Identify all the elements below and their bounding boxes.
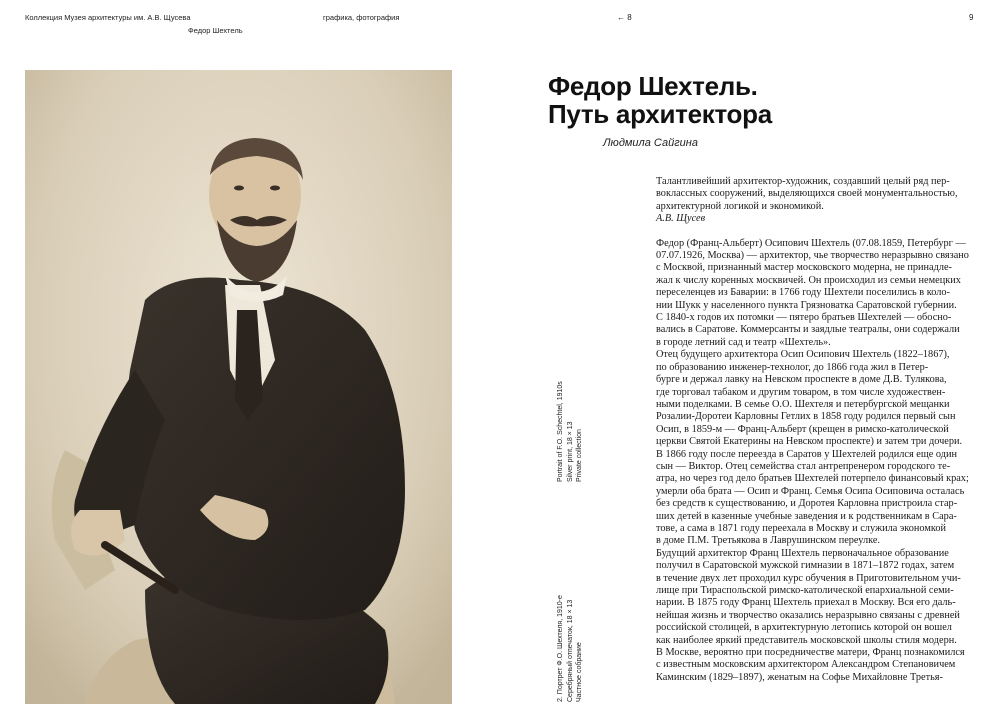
- body-line: умерли оба брата — Осип и Франц. Семья Осипа Осиповича осталась: [656, 485, 965, 497]
- body-line: где торговал табаком и другим товаром, в том числе художествен-: [656, 386, 946, 398]
- header-subject: Федор Шехтель: [188, 26, 243, 35]
- body-line: российской столицей, в архитектурную летопись которой он вошел: [656, 622, 952, 634]
- body-line: ными поделками. В семье О.О. Шехтеля и петербургской мещанки: [656, 398, 950, 410]
- body-line: в течение двух лет проходил курс обучения в Приготовительном учи-: [656, 572, 961, 584]
- body-line: с Москвой, признанный мастер московского модерна, не принадле-: [656, 262, 952, 274]
- article-title: [548, 72, 772, 128]
- body-line: переселенцев из Баварии: в 1766 году Шехтели поселились в коло-: [656, 287, 950, 299]
- body-line: как наиболее яркий представитель московской школы стиля модерн.: [656, 634, 957, 646]
- body-line: Розалии-Доротеи Карловны Гетлих в 1858 году родился первый сын: [656, 411, 956, 423]
- body-line: Будущий архитектор Франц Шехтель первоначальное образование: [656, 547, 949, 559]
- body-line: с известным московским архитектором Александром Степановичем: [656, 659, 956, 671]
- article-author: Людмила Сайгина: [603, 137, 698, 149]
- header-section: графика, фотография: [323, 13, 400, 22]
- body-line: в доме П.М. Третьякова в Лаврушинском переулке.: [656, 535, 880, 547]
- epigraph-signature: А.В. Щусев: [656, 213, 706, 225]
- portrait-photo: [25, 70, 452, 704]
- header-collection: Коллекция Музея архитектуры им. А.В. Щусева: [25, 13, 191, 22]
- caption-russian-line2: Серебряный отпечаток, 18 × 13: [566, 599, 574, 702]
- caption-english: [556, 381, 585, 482]
- body-line: лище при Тираспольской римско-католической епархиальной семи-: [656, 585, 954, 596]
- body-line: В Москве, вероятно при посредничестве матери, Франц познакомился: [656, 647, 965, 659]
- caption-english-line1: Portrait of F.O. Schechtel, 1910s: [557, 381, 564, 482]
- body-line: нарии. В 1875 году Франц Шехтель приехал в Москву. Вся его даль-: [656, 597, 956, 609]
- page-number: 9: [969, 13, 974, 22]
- body-line: церкви Святой Екатерины на Невском проспекте) и затем три дочери.: [656, 436, 963, 448]
- body-line: В 1866 году после переезда в Саратов у Шехтелей родился еще один: [656, 448, 958, 460]
- epigraph-line: воклассных сооружений, выделяющихся своей монументальностью,: [656, 188, 958, 200]
- body-line: Отец будущего архитектора Осип Осипович Шехтель (1822–1867),: [656, 349, 950, 361]
- body-line: 07.07.1926, Москва) — архитектор, чье творчество неразрывно связано: [656, 250, 969, 262]
- body-line: нии Шукк у населенного пункта Грязноватка Саратовской губернии.: [656, 299, 957, 311]
- caption-english-line2: Silver print, 18 × 13: [566, 421, 574, 482]
- epigraph-line: Талантливейший архитектор-художник, создавший целый ряд пер-: [656, 176, 950, 187]
- article-body: [656, 176, 974, 684]
- body-text: [656, 238, 974, 685]
- body-line: Осип, в 1859-м — Франц-Альберт (крещен в римско-католической: [656, 423, 949, 435]
- epigraph: [656, 176, 974, 213]
- body-line: нейшая жизнь и творчество оказались неразрывно связаны с древней: [656, 609, 960, 621]
- article-title-line1: Федор Шехтель.: [548, 71, 758, 101]
- body-line: С 1840-х годов их потомки — пятеро братьев Шехтелей — обосно-: [656, 312, 952, 324]
- body-line: бурге и держал лавку на Невском проспекте в доме Д.В. Тулякова,: [656, 374, 947, 386]
- body-line: сын — Виктор. Отец семейства стал антрепренером городского те-: [656, 460, 951, 472]
- body-line: атра, но через год дело братьев Шехтелей потерпело финансовый крах;: [656, 473, 969, 485]
- body-line: ших детей в казенные учебные заведения и к родственникам в Сара-: [656, 510, 957, 522]
- epigraph-line: архитектурной логикой и экономикой.: [656, 200, 824, 212]
- page-back-link[interactable]: ← 8: [617, 13, 632, 22]
- body-line: Каминским (1829–1897), женатым на Софье Михайловне Третья-: [656, 671, 943, 683]
- caption-russian-line1: 2. Портрет Ф.О. Шехтеля, 1910-е: [557, 595, 564, 702]
- body-line: Федор (Франц-Альберт) Осипович Шехтель (07.08.1859, Петербург —: [656, 237, 966, 249]
- body-line: без средств к существованию, и Доротея Карловна пристроила стар-: [656, 498, 958, 510]
- article-title-line2: Путь архитектора: [548, 99, 772, 129]
- body-line: по образованию инженер-технолог, до 1866 года жил в Петер-: [656, 361, 929, 373]
- caption-russian: [556, 595, 585, 702]
- caption-english-line3: Private collection: [576, 429, 583, 482]
- body-line: вались в Саратове. Коммерсанты и заядлые театралы, они содержали: [656, 324, 960, 336]
- body-line: жал к числу коренных москвичей. Он происходил из семьи немецких: [656, 274, 961, 286]
- caption-russian-line3: Частное собрание: [576, 642, 583, 702]
- body-line: тове, а сама в 1871 году переехала в Москву и служила экономкой: [656, 522, 947, 534]
- body-line: получил в Саратовской мужской гимназии в 1871–1872 годах, затем: [656, 560, 955, 572]
- body-line: в городе летний сад и театр «Шехтель».: [656, 336, 831, 348]
